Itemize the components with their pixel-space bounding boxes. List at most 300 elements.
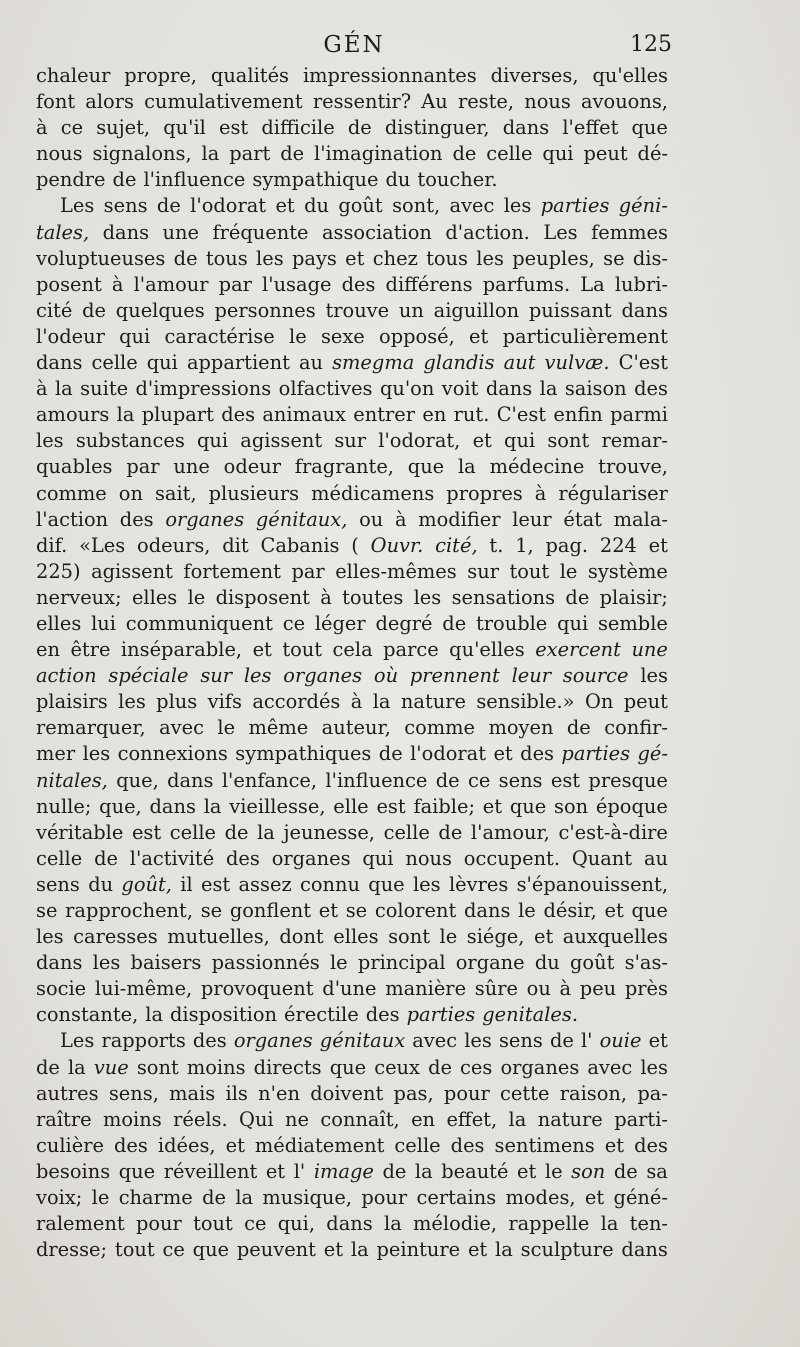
word: doivent	[310, 1081, 384, 1105]
word: organes	[233, 1029, 313, 1053]
word: sont,	[392, 194, 441, 218]
word: ou	[526, 977, 551, 1001]
word: à	[534, 481, 547, 505]
word: disposition	[170, 1003, 277, 1027]
word: d'une	[322, 977, 377, 1001]
word: action	[36, 664, 97, 688]
word: l'influence	[143, 168, 246, 192]
word: désir,	[543, 899, 597, 922]
word: état	[563, 507, 602, 531]
word: inséparable,	[120, 638, 243, 662]
word: la	[201, 142, 220, 166]
text-line	[36, 898, 668, 924]
word: que	[192, 1238, 230, 1262]
word: sur	[334, 429, 367, 453]
word: substances	[75, 429, 185, 453]
word: différens	[385, 272, 473, 296]
word: rapprochent,	[65, 899, 193, 922]
word: la	[384, 1212, 402, 1236]
word: les	[92, 951, 121, 975]
word: son	[554, 794, 589, 818]
word: organes	[500, 1055, 580, 1079]
word: ils	[225, 1081, 248, 1105]
word: elles	[131, 585, 178, 609]
word: qualités	[210, 64, 289, 87]
word: s'épanouissent,	[516, 872, 668, 896]
word: chez	[372, 246, 418, 270]
word: lui	[91, 611, 116, 635]
text-line	[36, 246, 668, 272]
word: elle	[333, 794, 369, 818]
word: lèvres	[448, 872, 509, 896]
word: rut.	[453, 403, 490, 427]
word: sait,	[154, 481, 197, 505]
word: s'as-	[624, 951, 668, 975]
word: cumulativement	[144, 90, 303, 114]
text-line	[36, 402, 668, 428]
word: du	[304, 194, 329, 218]
word: pour	[443, 1081, 490, 1105]
word: passionnés	[211, 951, 320, 975]
text-line	[36, 167, 668, 193]
word: avec	[449, 194, 495, 218]
word: de	[156, 194, 181, 218]
word: génitaux,	[255, 507, 348, 531]
word: qui	[504, 429, 536, 453]
word: époque	[595, 794, 668, 818]
word: connexions	[117, 742, 228, 766]
word: c'est-à-dire	[558, 820, 668, 844]
word: les	[503, 194, 532, 218]
word: leur	[511, 664, 551, 688]
word: diverses,	[490, 64, 579, 87]
word: raison,	[559, 1081, 628, 1105]
word: remarquer,	[36, 716, 146, 740]
text-line	[36, 950, 668, 976]
word: peuples,	[512, 246, 595, 270]
word: cela	[332, 638, 373, 662]
word: vieillesse,	[229, 794, 326, 818]
text-line	[36, 63, 668, 89]
word: sont	[136, 1055, 179, 1079]
word: au	[298, 351, 324, 375]
word: tout	[193, 1212, 233, 1236]
word: ce	[244, 1212, 267, 1236]
word: la	[457, 455, 476, 479]
word: difficile	[261, 116, 335, 140]
word: sur	[200, 664, 233, 688]
word: les	[243, 664, 272, 688]
word: que,	[116, 768, 159, 792]
text-line	[36, 663, 668, 689]
word: celle	[394, 1133, 441, 1157]
word: sujet,	[96, 116, 151, 140]
word: les	[118, 690, 146, 714]
word: parfums.	[482, 272, 571, 296]
word: 224	[599, 533, 637, 557]
word: chaleur	[36, 64, 111, 87]
word: reste,	[457, 90, 515, 114]
word: presque	[588, 768, 668, 792]
word: de	[549, 1029, 574, 1053]
word: géni-	[618, 194, 668, 218]
word: des	[634, 377, 668, 401]
text-line	[36, 846, 668, 872]
word: des	[119, 507, 154, 531]
word: nous	[36, 142, 83, 166]
word: à	[320, 585, 332, 609]
word: du	[385, 168, 411, 192]
body-text	[36, 63, 668, 1263]
word: animaux	[262, 403, 346, 427]
word: l'odorat	[190, 194, 267, 218]
word: tales,	[36, 220, 90, 244]
word: auxquelles	[562, 925, 668, 949]
word: odeurs,	[137, 533, 211, 557]
text-line	[36, 324, 668, 350]
word: la	[508, 1107, 527, 1131]
word: de	[82, 298, 107, 322]
word: du	[88, 872, 114, 896]
word: de	[378, 742, 403, 766]
text-line	[36, 89, 668, 115]
word: par	[218, 272, 252, 296]
word: et	[517, 1159, 537, 1183]
word: dans	[102, 220, 150, 244]
word: charme	[118, 1186, 193, 1210]
word: qui	[119, 324, 151, 348]
word: que	[631, 899, 668, 922]
word: de	[442, 611, 467, 635]
word: nature	[537, 1107, 603, 1131]
word: ou	[359, 507, 384, 531]
word: sont	[388, 925, 431, 949]
word: et	[584, 1186, 605, 1210]
word: jeunesse,	[283, 820, 375, 844]
word: sensations	[451, 585, 556, 609]
word: assez	[238, 872, 292, 896]
word: véritable	[36, 820, 124, 844]
word: de	[347, 116, 372, 140]
word: dans	[621, 298, 668, 322]
word: peu	[579, 977, 617, 1001]
word: dit	[222, 533, 249, 557]
word: de	[94, 846, 118, 870]
word: et	[323, 1238, 344, 1262]
word: la	[372, 690, 391, 714]
word: les	[412, 872, 441, 896]
word: un	[398, 298, 424, 322]
word: goût,	[121, 872, 172, 896]
word: d'impressions	[135, 377, 272, 401]
word: modifier	[418, 507, 501, 531]
word: principal	[357, 951, 446, 975]
word: organe	[455, 951, 525, 975]
word: l'effet	[562, 116, 619, 140]
text-line	[36, 715, 668, 741]
word: pour	[135, 1212, 182, 1236]
word: à	[111, 272, 124, 296]
word: les	[476, 246, 504, 270]
word: tous	[426, 246, 468, 270]
word: idées,	[157, 1133, 216, 1157]
word: des	[114, 1133, 148, 1157]
word: celle	[91, 351, 138, 375]
word: faible;	[413, 794, 475, 818]
word: comme	[404, 716, 476, 740]
word: la	[145, 1003, 164, 1027]
word: le	[518, 899, 536, 922]
word: moins	[186, 1055, 246, 1079]
word: sa	[646, 1159, 668, 1183]
word: disposent	[215, 585, 310, 609]
word: qui,	[277, 1212, 316, 1236]
word: voit	[441, 377, 479, 401]
word: On	[584, 690, 614, 714]
word: que	[407, 455, 445, 479]
word: caresses	[73, 925, 158, 949]
word: les	[256, 246, 284, 270]
word: où	[373, 664, 399, 688]
word: pag.	[545, 533, 589, 557]
word: nulle;	[36, 794, 92, 818]
word: l'activité	[129, 846, 215, 870]
word: la	[257, 820, 275, 844]
text-line	[36, 272, 668, 298]
word: dé-	[637, 142, 668, 166]
word: occupent.	[463, 846, 561, 870]
text-line	[36, 794, 668, 820]
word: mer	[36, 742, 76, 766]
word: des	[365, 1003, 400, 1027]
word: des	[226, 846, 260, 870]
word: et	[493, 742, 513, 766]
word: les	[464, 1029, 492, 1053]
word: réels.	[173, 1107, 228, 1131]
word: elles	[333, 925, 379, 949]
word: gonflent	[229, 899, 312, 922]
word: dans	[502, 116, 550, 140]
word: avouons,	[581, 90, 668, 114]
word: de	[280, 142, 305, 166]
word: sûre	[474, 977, 518, 1001]
word: dans	[36, 951, 83, 975]
word: communiquent	[125, 611, 273, 635]
word: vulvæ.	[544, 351, 610, 375]
word: dans	[36, 351, 83, 375]
word: colorent	[374, 899, 457, 922]
word: que	[329, 1055, 367, 1079]
word: et	[318, 899, 339, 922]
word: caractérise	[164, 324, 275, 348]
text-line	[36, 193, 668, 219]
word: «Les	[79, 533, 126, 557]
word: ces	[460, 1055, 493, 1079]
word: le	[544, 1159, 563, 1183]
word: qu'il	[163, 116, 206, 140]
word: plaisirs	[36, 690, 108, 714]
word: et	[604, 899, 624, 922]
text-line	[36, 1055, 668, 1081]
word: organes	[165, 507, 245, 531]
word: avec	[587, 1055, 633, 1079]
word: elles	[36, 611, 82, 635]
text-line	[36, 298, 668, 324]
word: sensible.»	[476, 690, 575, 714]
word: ne	[285, 1107, 310, 1131]
word: quables	[36, 455, 113, 479]
word: culière	[36, 1133, 104, 1157]
word: socie	[36, 977, 87, 1001]
word: ce	[282, 611, 306, 635]
word: lubri-	[614, 272, 668, 296]
word: ceux	[374, 1055, 420, 1079]
text-line	[36, 1211, 668, 1237]
word: Au	[421, 90, 448, 114]
word: est	[131, 820, 162, 844]
word: 1,	[515, 533, 534, 557]
word: genitales.	[482, 1003, 578, 1027]
word: signalons,	[92, 142, 192, 166]
word: agissent	[91, 559, 173, 583]
word: dans	[485, 377, 533, 401]
word: degré	[375, 611, 433, 635]
word: siége,	[466, 925, 525, 949]
word: érectile	[283, 1003, 359, 1027]
word: odeur	[223, 455, 281, 479]
word: système	[587, 559, 668, 583]
word: et	[482, 794, 503, 818]
word: régulariser	[558, 481, 668, 505]
word: au	[643, 846, 668, 870]
word: qui	[542, 142, 574, 166]
text-line	[36, 559, 668, 585]
word: impressionnantes	[302, 64, 477, 87]
word: provoquent	[200, 977, 314, 1001]
text-line	[36, 376, 668, 402]
word: de	[428, 1055, 452, 1079]
text-line	[36, 1002, 668, 1028]
word: beauté	[441, 1159, 509, 1183]
word: et	[225, 1133, 245, 1157]
word: tous	[205, 246, 248, 270]
word: ouie	[599, 1029, 642, 1053]
word: qui	[196, 429, 229, 453]
word: est	[200, 872, 231, 896]
word: peut	[623, 690, 668, 714]
word: sculpture	[520, 1238, 614, 1262]
word: parmi	[610, 403, 668, 427]
word: agissent	[240, 429, 323, 453]
word: semble	[597, 611, 668, 635]
text-line	[36, 1107, 668, 1133]
word: auteur,	[321, 716, 391, 740]
word: aiguillon	[433, 298, 520, 322]
word: l'	[293, 1159, 306, 1183]
word: on	[118, 481, 143, 505]
text-line	[36, 1185, 668, 1211]
text-line	[36, 585, 668, 611]
word: à	[350, 690, 363, 714]
word: le	[439, 925, 458, 949]
word: son	[571, 1159, 606, 1183]
word: du	[534, 951, 560, 975]
word: que	[368, 872, 405, 896]
word: qui	[362, 846, 394, 870]
word: la	[116, 403, 135, 427]
word: raître	[36, 1107, 92, 1131]
word: connaît,	[320, 1107, 400, 1131]
word: l'odorat	[410, 742, 487, 766]
word: par	[126, 455, 160, 479]
word: goût	[570, 951, 615, 975]
word: de	[613, 1159, 638, 1183]
word: l'amour,	[470, 820, 550, 844]
word: saison	[564, 377, 627, 401]
word: Les	[543, 220, 578, 244]
word: part	[229, 142, 271, 166]
word: moins	[102, 1107, 162, 1131]
word: nitales,	[36, 768, 108, 792]
word: musique,	[262, 1186, 352, 1210]
text-line	[36, 1133, 668, 1159]
word: mala-	[613, 507, 668, 531]
word: est	[219, 116, 249, 140]
text-line	[36, 611, 668, 637]
word: effet,	[446, 1107, 498, 1131]
word: n'en	[258, 1081, 300, 1105]
word: exercent	[535, 638, 621, 662]
word: olfactives	[278, 377, 373, 401]
word: à	[36, 377, 48, 401]
word: confir-	[604, 716, 668, 740]
word: une	[173, 455, 210, 479]
word: amours	[36, 403, 110, 427]
word: il	[180, 872, 193, 896]
word: médiatement	[254, 1133, 385, 1157]
word: ressentir?	[312, 90, 412, 114]
word: des	[520, 742, 554, 766]
word: voix;	[36, 1186, 83, 1210]
word: des	[450, 1133, 485, 1157]
text-line	[36, 976, 668, 1002]
word: une	[631, 638, 668, 662]
word: de	[382, 1159, 407, 1183]
word: cité	[36, 298, 73, 322]
word: sens,	[108, 1081, 159, 1105]
word: dans	[463, 899, 511, 922]
text-line	[36, 350, 668, 376]
text-line	[36, 428, 668, 454]
word: et	[467, 1238, 488, 1262]
word: est	[376, 794, 406, 818]
word: vifs	[207, 690, 242, 714]
word: Ouvr.	[370, 533, 424, 557]
word: de	[36, 1055, 60, 1079]
word: manière	[385, 977, 467, 1001]
word: fréquente	[212, 220, 309, 244]
word: celle	[486, 142, 533, 166]
word: que	[509, 794, 547, 818]
word: et	[345, 246, 365, 270]
word: mais	[169, 1081, 216, 1105]
text-line	[36, 1081, 668, 1107]
word: autres	[36, 1081, 99, 1105]
word: quelques	[115, 298, 205, 322]
word: cité,	[435, 533, 478, 557]
word: plus	[156, 690, 198, 714]
word: être	[70, 638, 111, 662]
